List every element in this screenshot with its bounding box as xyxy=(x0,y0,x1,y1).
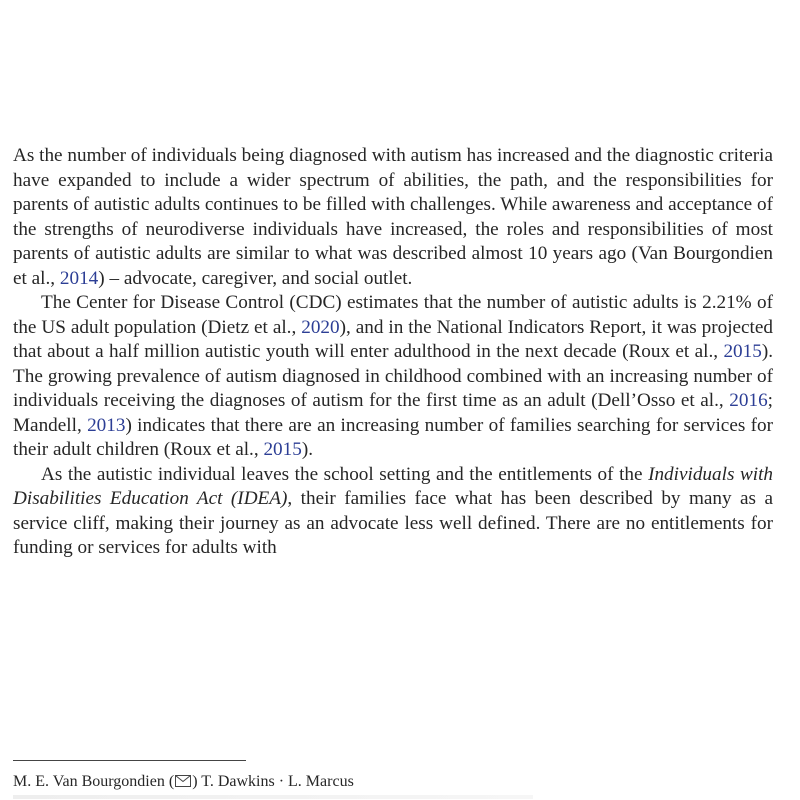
citation-link[interactable]: 2014 xyxy=(59,267,99,289)
paragraph-1 xyxy=(13,144,773,291)
p2-text-d: ; Mandell, xyxy=(13,390,773,436)
citation-link[interactable]: 2016 xyxy=(729,390,768,411)
p2-text-f: ). xyxy=(301,439,313,460)
affiliation-line-faded xyxy=(13,795,533,799)
p2-text-c: ). The growing prevalence of autism diagnosed in childhood combined with an increasing number of individuals receiving the diagnoses of autism for the first time as an adult (Dell’Osso et al., xyxy=(13,341,773,411)
act-title: Individuals with Disabilities Education Act (IDEA) xyxy=(13,463,774,509)
p2-text-b: ), and in the National Indicators Report, it was projected that about a half million autistic youth will enter adulthood in the next decade (Roux et al., xyxy=(13,316,773,362)
p1-text-b: ) – advocate, caregiver, and social outlet. xyxy=(98,267,413,289)
p1-text-a: As the number of individuals being diagnosed with autism has increased and the diagnostic criteria have expanded to include a wider spectrum of abilities, the path, and the responsibilities for parents of autistic adults continues to be filled with challenges. While awareness and acceptance of the strengths of neurodiverse individuals have increased, the roles and responsibilities of most parents of autistic adults are similar to what was described almost 10 years ago (Van Bourgondien et al., xyxy=(13,145,773,289)
citation-link[interactable]: 2013 xyxy=(87,414,126,436)
body-text xyxy=(13,144,773,561)
p3-text-a: As the autistic individual leaves the school setting and the entitlements of the xyxy=(41,463,649,485)
author-name: T. Dawkins xyxy=(197,773,275,790)
author-name: L. Marcus xyxy=(288,773,354,790)
citation-link[interactable]: 2015 xyxy=(723,341,762,362)
p3-text-b: , their families face what has been described by many as a service cliff, making their journey as an advocate less well defined. There are no entitlements for funding or services for adults with xyxy=(13,488,773,558)
citation-link[interactable]: 2015 xyxy=(263,439,302,460)
envelope-icon[interactable] xyxy=(175,773,191,793)
author-name: M. E. Van Bourgondien ( xyxy=(13,773,175,790)
paragraph-2 xyxy=(13,291,773,463)
author-footnote xyxy=(13,772,354,793)
author-name-close: ) xyxy=(192,773,198,790)
author-separator: · xyxy=(274,773,289,790)
p2-text-a: The Center for Disease Control (CDC) estimates that the number of autistic adults is 2.21% of the US adult population (Dietz et al., xyxy=(13,292,773,338)
p2-text-e: ) indicates that there are an increasing number of families searching for services for their adult children (Roux et al., xyxy=(13,414,773,460)
citation-link[interactable]: 2020 xyxy=(301,316,340,338)
paragraph-3 xyxy=(13,463,773,561)
footnote-divider xyxy=(13,760,246,761)
